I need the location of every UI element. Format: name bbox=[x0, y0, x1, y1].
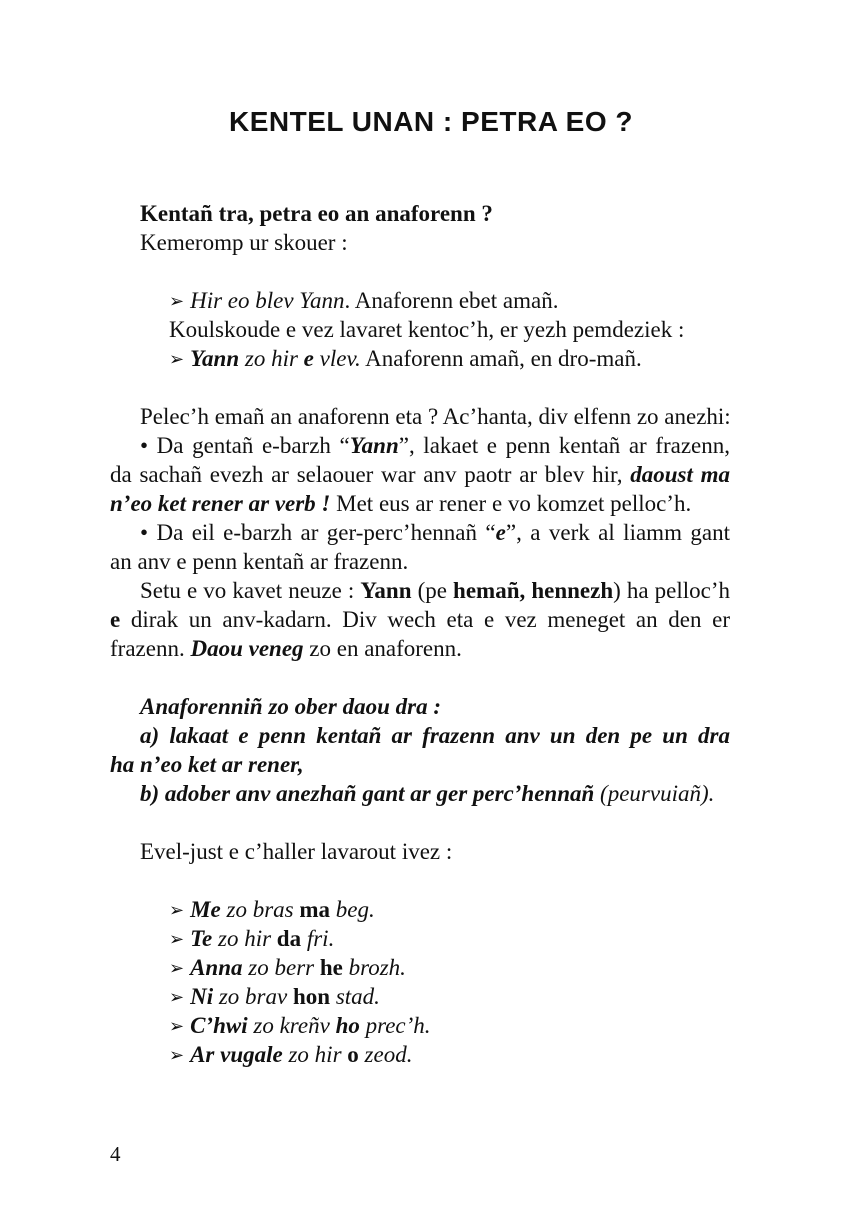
example-italic: Hir eo blev Yann bbox=[190, 288, 345, 313]
paragraph-line: Setu e vo kavet neuze : Yann (pe hemañ, hennezh) ha pelloc’h bbox=[140, 578, 730, 603]
paragraph-line: da sachañ evezh ar selaouer war anv paotr ar blev hir, daoust ma bbox=[110, 462, 730, 487]
paragraph-line: e dirak un anv-kadarn. Div wech eta e vez meneget an den er bbox=[110, 607, 730, 632]
example-italic: vlev. bbox=[313, 346, 361, 371]
paragraph-line: • Da eil e-barzh ar ger-perc’hennañ “e”, a verk al liamm gant bbox=[140, 520, 730, 545]
list-item: ➢ Ni zo brav hon stad. bbox=[169, 984, 380, 1009]
list-item: ➢ Anna zo berr he brozh. bbox=[169, 955, 406, 980]
example-comment: . Anaforenn ebet amañ. bbox=[344, 288, 559, 313]
arrow-bullet-icon: ➢ bbox=[169, 900, 185, 920]
example-line-1 bbox=[169, 286, 558, 315]
list-item: ➢ Me zo bras ma beg. bbox=[169, 897, 375, 922]
arrow-bullet-icon: ➢ bbox=[169, 987, 185, 1007]
example-comment: Anaforenn amañ, en dro-mañ. bbox=[360, 346, 642, 371]
paragraph-line: • Da gentañ e-barzh “Yann”, lakaet e penn kentañ ar frazenn, bbox=[140, 433, 730, 458]
paragraph-line: Pelec’h emañ an anaforenn eta ? Ac’hanta, div elfenn zo anezhi: bbox=[140, 404, 731, 429]
arrow-bullet-icon: ➢ bbox=[169, 958, 185, 978]
paragraph-line: frazenn. Daou veneg zo en anaforenn. bbox=[110, 636, 462, 661]
arrow-bullet-icon: ➢ bbox=[169, 349, 185, 369]
arrow-bullet-icon: ➢ bbox=[169, 1045, 185, 1065]
page-number: 4 bbox=[110, 1142, 121, 1166]
list-item: ➢ Ar vugale zo hir o zeod. bbox=[169, 1042, 413, 1067]
list-item: ➢ C’hwi zo kreñv ho prec’h. bbox=[169, 1013, 431, 1038]
example-italic: zo hir bbox=[239, 346, 304, 371]
arrow-bullet-icon: ➢ bbox=[169, 929, 185, 949]
rule-line: b) adober anv anezhañ gant ar ger perc’hennañ (peurvuiañ). bbox=[140, 781, 715, 806]
rule-line: ha n’eo ket ar rener, bbox=[110, 752, 304, 777]
arrow-bullet-icon: ➢ bbox=[169, 1016, 185, 1036]
possessive-word: e bbox=[303, 346, 314, 371]
page-title: KENTEL UNAN : PETRA EO ? bbox=[228, 106, 633, 137]
example-line-2 bbox=[169, 344, 642, 373]
paragraph-line: an anv e penn kentañ ar frazenn. bbox=[110, 549, 409, 574]
rule-line: a) lakaat e penn kentañ ar frazenn anv un den pe un dra bbox=[140, 723, 730, 748]
intro-line: Kemeromp ur skouer : bbox=[140, 230, 348, 255]
evel-line: Evel-just e c’haller lavarout ivez : bbox=[140, 839, 453, 864]
section-heading: Kentañ tra, petra eo an anaforenn ? bbox=[140, 201, 493, 226]
subject-word: Yann bbox=[190, 346, 240, 371]
list-item: ➢ Te zo hir da fri. bbox=[169, 926, 335, 951]
paragraph-line: n’eo ket rener ar verb ! Met eus ar rener e vo komzet pelloc’h. bbox=[110, 491, 692, 516]
arrow-bullet-icon: ➢ bbox=[169, 291, 185, 311]
explanation-line: Koulskoude e vez lavaret kentoc’h, er yezh pemdeziek : bbox=[169, 317, 685, 342]
rule-heading: Anaforenniñ zo ober daou dra : bbox=[140, 694, 441, 719]
